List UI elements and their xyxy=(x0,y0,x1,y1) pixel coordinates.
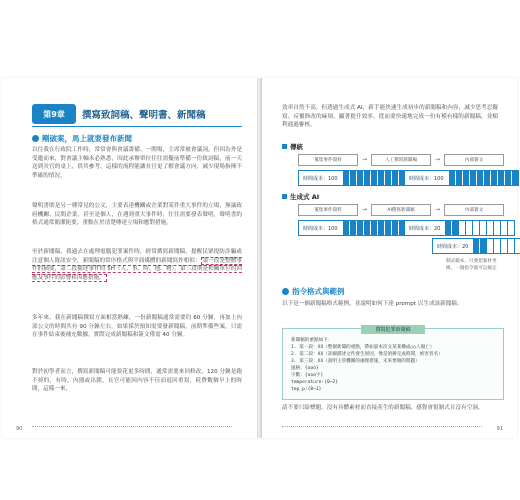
time-meter-label: 時間成本：20 xyxy=(409,225,441,232)
prompt-card-title: 撰寫犯罪新聞稿 xyxy=(361,325,425,334)
paragraph: 對於初學者而言，撰寫新聞稿可能要花更多時間，通常需要來回修改，120 分鐘是跑不掉的，有時，內器或出錯，長官可能因內容不佳而退回重寫，耗費數個早上的時間，這樣一來， xyxy=(32,369,242,393)
meter-cell xyxy=(472,221,479,235)
meter-cell xyxy=(458,221,465,235)
diagram-label-text: 傳統 xyxy=(290,143,303,151)
flow-row-ai xyxy=(298,204,504,216)
time-meter xyxy=(432,238,520,254)
meter-cell xyxy=(493,221,500,235)
page-number: 90 xyxy=(16,426,23,432)
meter-cell xyxy=(384,221,391,235)
prompt-lines xyxy=(291,337,443,393)
time-meter xyxy=(404,220,515,236)
meter-cell xyxy=(479,221,486,235)
meter-cell xyxy=(476,171,483,185)
meter-cell xyxy=(472,239,479,253)
meter-cell xyxy=(448,171,455,185)
diagram-note: 制式範本，只要把素材更換，一個指令就可以搞定 xyxy=(446,259,497,271)
meter-cell xyxy=(490,171,497,185)
right-page xyxy=(262,78,517,438)
bullet-icon xyxy=(32,135,39,142)
book-spread xyxy=(0,78,520,438)
meter-cell xyxy=(493,239,500,253)
highlighted-text: 第一段是整體事件的摘要，第二段描述事件的 5H（人、事、時、地、物），第三段則是相關單位的回應及事件的影響和因應措施。 xyxy=(32,257,242,281)
meter-cell xyxy=(451,221,458,235)
prompt-line: temperature:{0~2} xyxy=(291,380,339,385)
meter-cell xyxy=(462,171,469,185)
time-meter-label: 時間成本：20 xyxy=(437,243,469,250)
meter-cell xyxy=(377,171,384,185)
diagram-label xyxy=(282,142,303,151)
prompt-line: 3. 第三段：XX（說明主管機關的處理措施，未來要做的問題） xyxy=(291,359,420,364)
meter-cell xyxy=(507,221,514,235)
section-heading-text: 指令格式與範例 xyxy=(292,287,345,296)
meter-cell xyxy=(391,221,398,235)
meter-cell xyxy=(370,171,377,185)
meter-cell xyxy=(486,221,493,235)
flow-step: 蒐集事件資料 xyxy=(298,204,358,216)
time-meter-label: 時間成本：100 xyxy=(409,175,444,182)
meter-cell xyxy=(455,171,462,185)
prompt-line: 字數：{ooo字} xyxy=(291,373,324,378)
meter-cell xyxy=(356,221,363,235)
paragraph-text: 至於新聞稿，我過去在處理電腦犯罪案件時，經常撰寫新聞稿，提醒民眾提防詐騙或注意個人資訊安全，新聞稿的常序格式與平面媒體的新聞寫作相似： xyxy=(32,249,242,264)
prompt-line: 2. 第二段：XX（詳細描述文件發生原因，像是偵辦完成時間，被害者名） xyxy=(291,352,443,357)
meter-cell xyxy=(514,239,520,253)
square-icon xyxy=(282,144,287,149)
meter-cell xyxy=(479,239,486,253)
meter-cell xyxy=(444,221,451,235)
footer-rule xyxy=(32,426,232,427)
flow-step: 人工撰寫新聞稿 xyxy=(371,154,431,166)
meter-cell xyxy=(465,221,472,235)
time-meter-label: 時間成本：100 xyxy=(303,225,338,232)
bullet-icon xyxy=(282,288,289,295)
time-meter-cells xyxy=(342,171,412,185)
arrow-right-icon: → xyxy=(435,206,441,213)
prompt-line: 1. 第一段：XX（整個新聞的重點，帶如說本次文某某構成○○人傷亡） xyxy=(291,345,435,350)
meter-cell xyxy=(349,221,356,235)
time-meter-cells xyxy=(342,221,412,235)
arrow-right-icon: → xyxy=(435,156,441,163)
meter-cell xyxy=(469,171,476,185)
meter-cell xyxy=(363,171,370,185)
flow-step: AI撰寫新聞稿 xyxy=(371,204,431,216)
square-icon xyxy=(282,194,287,199)
chapter-badge: 第9章 xyxy=(32,104,76,124)
left-page xyxy=(2,78,257,438)
flow-step: 內部簽文 xyxy=(444,204,504,216)
meter-cell xyxy=(504,171,511,185)
prompt-card xyxy=(282,328,504,400)
paragraph: 多年來，我在新聞稿撰寫方面相當熟練，一份新聞稿通常需要約 60 分鐘，再加上內部公文的時間共有 90 分鐘左右，如果採於預知需要發新聞稿，前期準備些案，只需在事件結束後補充數據，實際完成新聞稿和簽文僅需 40 分鐘。 xyxy=(32,315,242,339)
time-meter-cells xyxy=(444,221,514,235)
section-heading xyxy=(32,133,132,144)
meter-cell xyxy=(500,239,507,253)
paragraph: 請不要只給標題，沒有具體素材而直接產生的新聞稿，感覺會很制式且沒有空洞。 xyxy=(282,405,484,411)
meter-cell xyxy=(507,239,514,253)
paragraph: 效率自然不高，但透過生成式 AI，新手能快速生成初步的新聞稿和內容，減少思考忍擬寫、反覆修改的麻煩，顯著提升效率，從而要快速地完成一份有模有樣的新聞稿，並順利通過審核。 xyxy=(282,105,498,129)
meter-cell xyxy=(391,171,398,185)
paragraph xyxy=(32,248,242,282)
time-meter xyxy=(404,170,519,186)
chapter-rule xyxy=(32,126,242,127)
arrow-right-icon: → xyxy=(362,156,368,163)
meter-cell xyxy=(483,171,490,185)
meter-cell xyxy=(363,221,370,235)
diagram-label xyxy=(282,192,319,201)
chapter-title: 撰寫致詞稿、聲明書、新聞稿 xyxy=(82,110,206,121)
meter-cell xyxy=(384,171,391,185)
prompt-line: 風格：{ooo} xyxy=(291,366,319,371)
meter-cell xyxy=(349,171,356,185)
meter-cell xyxy=(511,171,518,185)
time-meter xyxy=(298,220,413,236)
time-meter-cells xyxy=(472,239,520,253)
time-meter-label: 時間成本：100 xyxy=(303,175,338,182)
section-heading-text: 剛破案，馬上就要發布新聞 xyxy=(42,134,132,143)
arrow-right-icon: → xyxy=(362,206,368,213)
diagram-label-text: 生成式 AI xyxy=(290,193,320,201)
prompt-line: 新聞稿的重點如下： xyxy=(291,338,333,343)
page-number: 91 xyxy=(496,426,503,432)
prompt-line: top_p:{0~1} xyxy=(291,387,322,392)
meter-cell xyxy=(356,171,363,185)
meter-cell xyxy=(377,221,384,235)
flow-row-traditional xyxy=(298,154,504,166)
flow-step: 內部簽文 xyxy=(444,154,504,166)
flow-step: 蒐集事件資料 xyxy=(298,154,358,166)
meter-cell xyxy=(486,239,493,253)
meter-cell xyxy=(342,171,349,185)
meter-cell xyxy=(500,221,507,235)
meter-cell xyxy=(342,221,349,235)
paragraph: 聲明書則是另一種常見的公文，主要表達機關或企業對某件重大事件的立場，無論政府機關、民間企業，甚至是個人，在遇到重大事件時，往往需要發表聲明，聲明書的格式通常簡潔扼要，重點在於清楚傳達立場和應對措施。 xyxy=(32,203,242,227)
meter-cell xyxy=(370,221,377,235)
paragraph: 以下是一個新聞稿格式範例，並說明如何下達 prompt 以生成該新聞稿： xyxy=(282,301,463,307)
time-meter-cells xyxy=(448,171,518,185)
meter-cell xyxy=(497,171,504,185)
paragraph: 以往我在行政院工作時，常常會與會議籌備、一開場，主席常被會議詞，但因為外是受邀而來，對會議主軸未必熟悉，因此承辦單位往往需擬前準備一份致詞稿，前一天送到長官的桌上，供其參考，這樣的流程能讓長官更了解會議方向，減少現場指揮不準確的情況。 xyxy=(32,147,242,179)
footer-rule xyxy=(282,426,482,427)
time-meter xyxy=(298,170,413,186)
section-heading xyxy=(282,286,345,297)
